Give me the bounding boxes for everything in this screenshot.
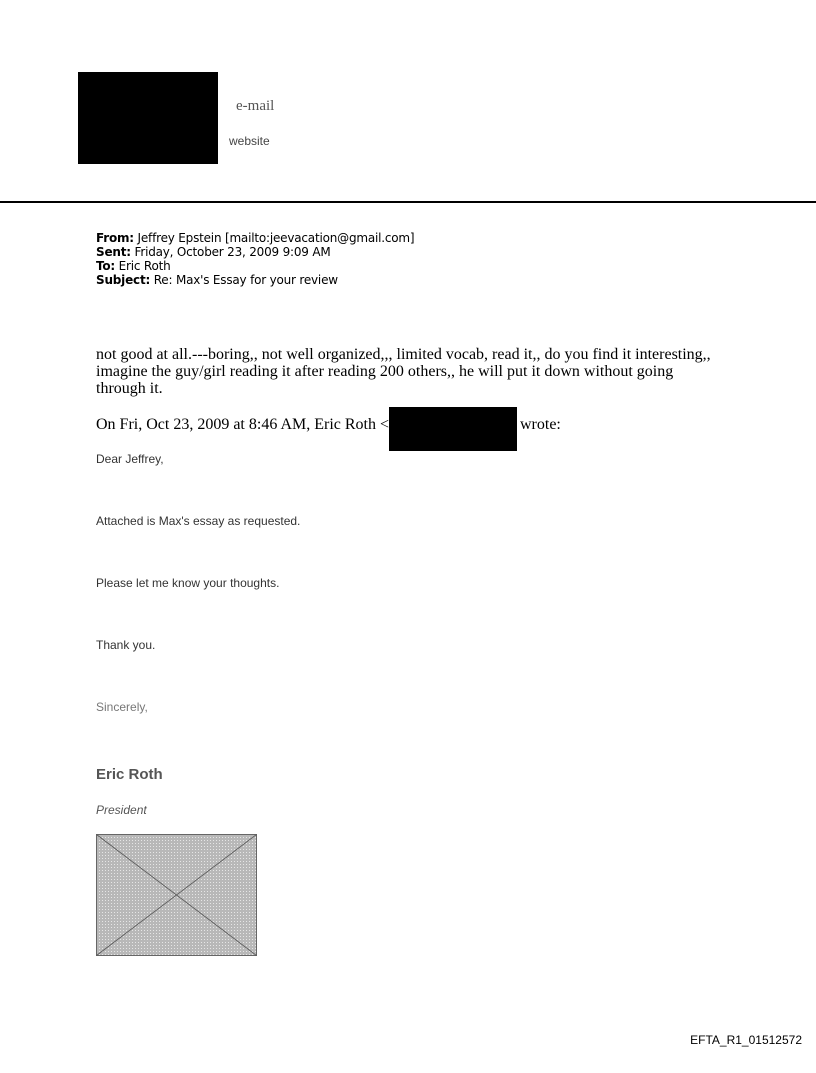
signature-title: President: [96, 803, 147, 817]
broken-image-icon: [96, 834, 257, 956]
reply-line: imagine the guy/girl reading it after reading 200 others,, he will put it down without going: [96, 363, 674, 380]
image-placeholder: [96, 834, 257, 956]
email-label: e-mail: [236, 98, 275, 114]
email-header: [96, 230, 696, 288]
reply-line: through it.: [96, 380, 163, 397]
quote-line-2: Please let me know your thoughts.: [96, 576, 280, 590]
redacted-logo: [78, 72, 218, 164]
subject-label: Subject:: [96, 273, 151, 287]
sent-value: Friday, October 23, 2009 9:09 AM: [134, 245, 331, 259]
quote-wrote: wrote:: [520, 416, 561, 433]
quote-closing: Sincerely,: [96, 700, 148, 714]
subject-value: Re: Max's Essay for your review: [153, 273, 338, 287]
redacted-email: [389, 407, 517, 451]
sent-label: Sent:: [96, 245, 131, 259]
website-label: website: [229, 134, 270, 148]
from-value: Jeffrey Epstein [mailto:jeevacation@gmail.com]: [137, 231, 415, 245]
from-label: From:: [96, 231, 134, 245]
to-label: To:: [96, 259, 116, 273]
quote-line-1: Attached is Max's essay as requested.: [96, 514, 301, 528]
subject-line: [96, 272, 696, 288]
quote-line-3: Thank you.: [96, 638, 156, 652]
quote-greeting: Dear Jeffrey,: [96, 452, 164, 466]
signature-name: Eric Roth: [96, 766, 163, 783]
reply-body: [96, 346, 776, 397]
to-value: Eric Roth: [118, 259, 171, 273]
quote-intro: On Fri, Oct 23, 2009 at 8:46 AM, Eric Roth <: [96, 416, 390, 433]
reply-line: not good at all.---boring,, not well organized,,, limited vocab, read it,, do you find it interesting,,: [96, 346, 711, 363]
document-id: EFTA_R1_01512572: [690, 1033, 802, 1047]
header-divider: [0, 201, 816, 203]
